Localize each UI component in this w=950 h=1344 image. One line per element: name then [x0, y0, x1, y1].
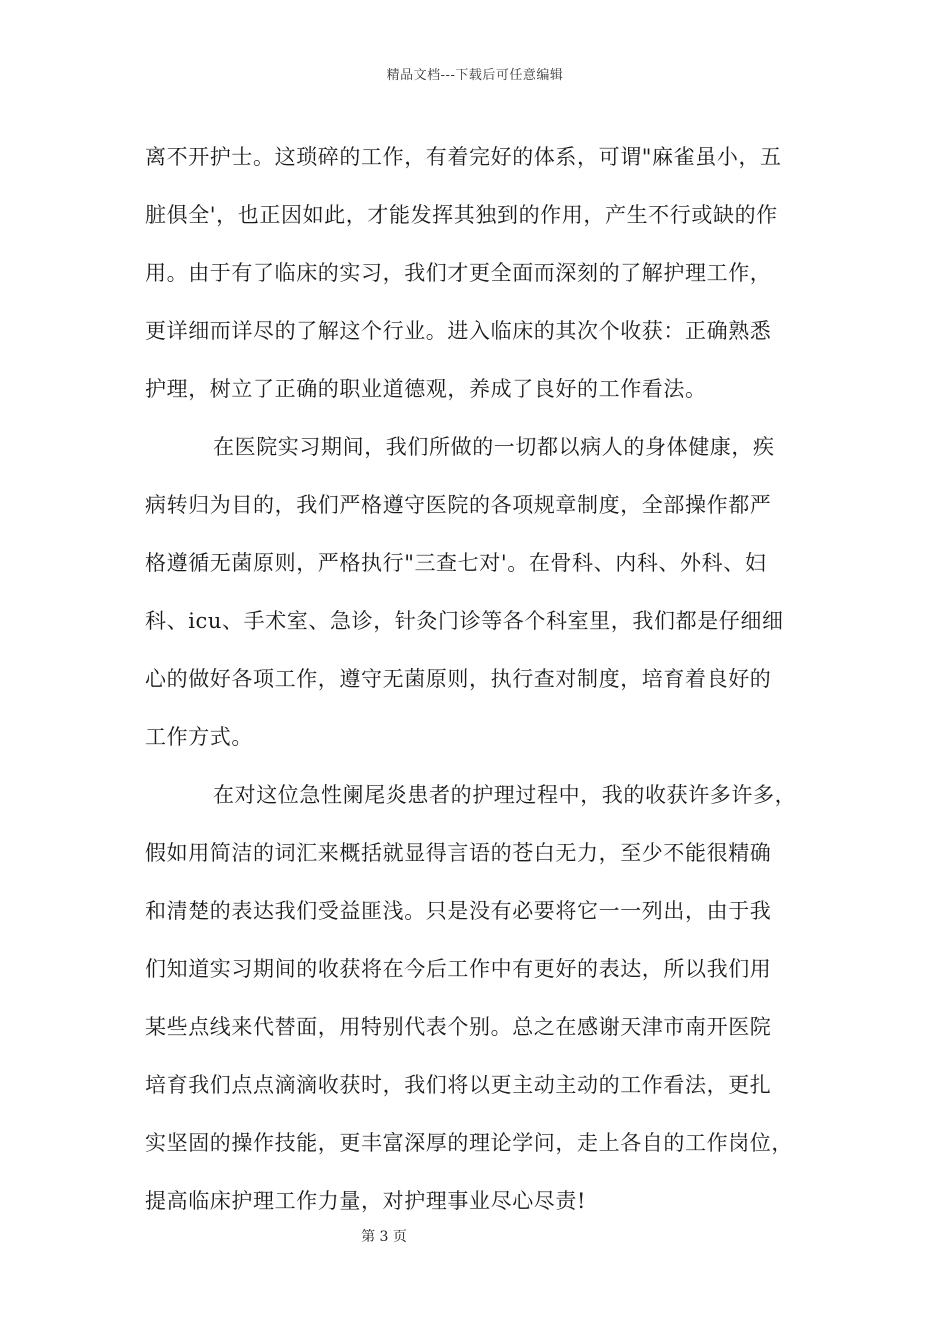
- paragraph-1-line-2: 脏俱全'，也正因如此，才能发挥其独到的作用，产生不行或缺的作: [145, 203, 778, 227]
- paragraph-3-line-4: 们知道实习期间的收获将在今后工作中有更好的表达，所以我们用: [145, 957, 772, 981]
- paragraph-1-line-5: 护理，树立了正确的职业道德观，养成了良好的工作看法。: [145, 377, 707, 401]
- document-body: [145, 128, 835, 1230]
- paragraph-3-line-8: 提高临床护理工作力量，对护理事业尽心尽责!: [145, 1189, 587, 1213]
- paragraph-2-line-5: 心的做好各项工作，遵守无菌原则，执行查对制度，培育着良好的: [145, 667, 772, 691]
- paragraph-1-line-3: 用。由于有了临床的实习，我们才更全面而深刻的了解护理工作，: [145, 261, 772, 285]
- paragraph-3-line-1: 在对这位急性阑尾炎患者的护理过程中，我的收获许多许多，: [213, 783, 797, 807]
- paragraph-2-line-3: 格遵循无菌原则，严格执行"三查七对'。在骨科、内科、外科、妇: [145, 551, 767, 575]
- paragraph-3-line-5: 某些点线来代替面，用特别代表个别。总之在感谢天津市南开医院: [145, 1015, 772, 1039]
- paragraph-2-line-6: 工作方式。: [145, 725, 253, 749]
- paragraph-3-line-6: 培育我们点点滴滴收获时，我们将以更主动主动的工作看法，更扎: [145, 1073, 772, 1097]
- paragraph-2-line-1: 在医院实习期间，我们所做的一切都以病人的身体健康，疾: [213, 435, 775, 459]
- page-header: 精品文档---下载后可任意编辑: [386, 68, 564, 83]
- page-number: 第 3 页: [361, 1229, 407, 1245]
- paragraph-3-line-2: 假如用简洁的词汇来概括就显得言语的苍白无力，至少不能很精确: [145, 841, 772, 865]
- paragraph-2-line-4: 科、icu、手术室、急诊，针灸门诊等各个科室里，我们都是仔细细: [145, 609, 784, 633]
- paragraph-2-line-2: 病转归为目的，我们严格遵守医院的各项规章制度，全部操作都严: [145, 493, 772, 517]
- paragraph-1-line-4: 更详细而详尽的了解这个行业。进入临床的其次个收获：正确熟悉: [145, 319, 772, 343]
- paragraph-3-line-7: 实坚固的操作技能，更丰富深厚的理论学问，走上各自的工作岗位，: [145, 1131, 793, 1155]
- paragraph-1-line-1: 离不开护士。这琐碎的工作，有着完好的体系，可谓"麻雀虽小，五: [145, 145, 782, 169]
- paragraph-3-line-3: 和清楚的表达我们受益匪浅。只是没有必要将它一一列出，由于我: [145, 899, 772, 923]
